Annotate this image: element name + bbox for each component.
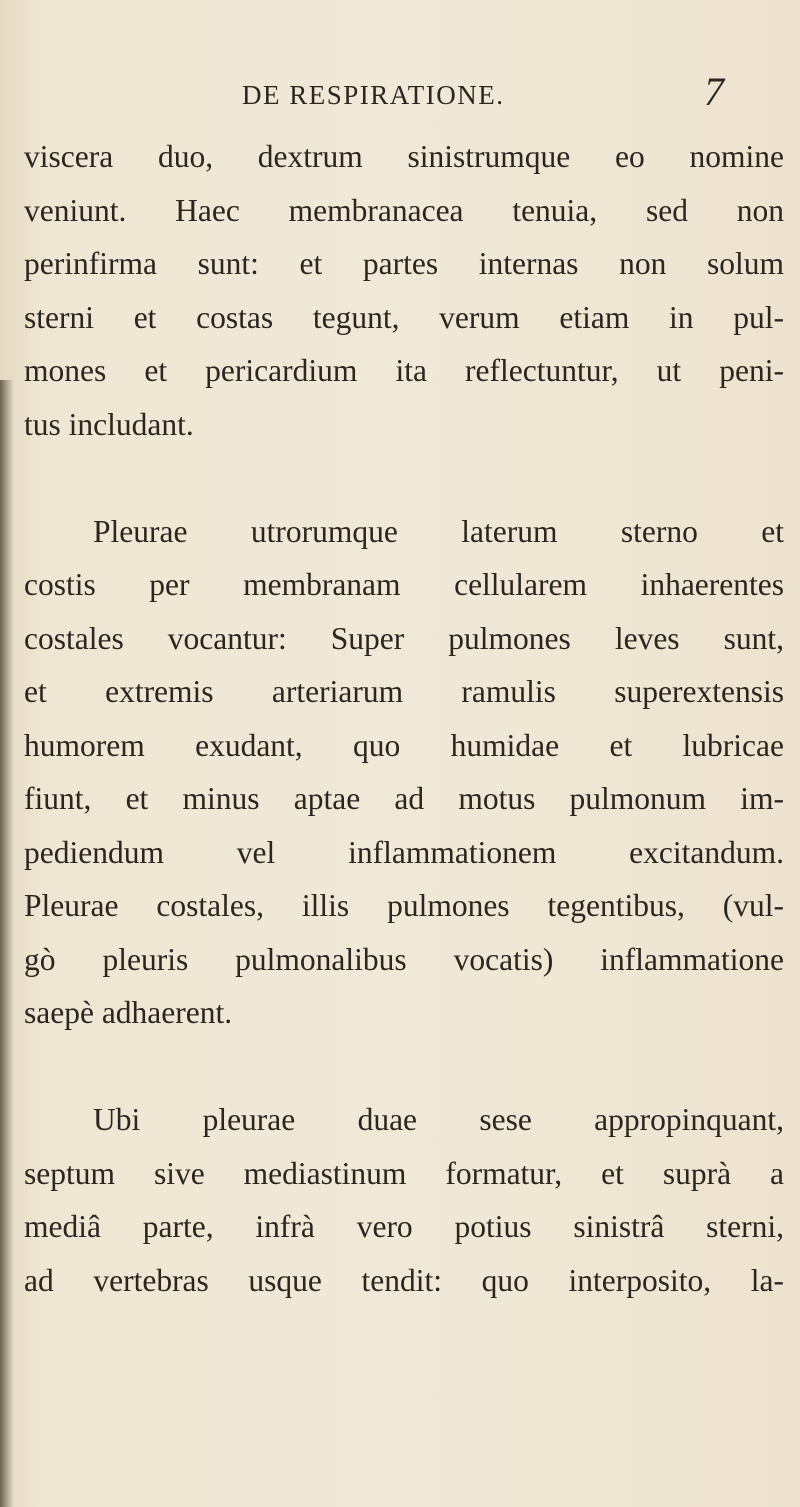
text-line: Ubi pleurae duae sese appropinquant, <box>93 1102 784 1137</box>
page-number: 7 <box>704 69 724 114</box>
text-line: mones et pericardium ita reflectuntur, ut peni- <box>24 353 784 388</box>
text-line: sterni et costas tegunt, verum etiam in pul- <box>24 299 784 335</box>
paragraph-spacer <box>24 451 784 505</box>
paragraph-3 <box>24 1093 784 1307</box>
text-line: gò pleuris pulmonalibus vocatis) inflammatione <box>24 941 784 977</box>
text-line: humorem exudant, quo humidae et lubricae <box>24 727 784 763</box>
text-line: mediâ parte, infrà vero potius sinistrâ sterni, <box>24 1209 784 1244</box>
text-line: Pleurae utrorumque laterum sterno et <box>93 513 784 549</box>
text-line: perinfirma sunt: et partes internas non solum <box>24 246 784 281</box>
body-text <box>24 130 784 1307</box>
text-line: viscera duo, dextrum sinistrumque eo nomine <box>24 139 784 174</box>
text-line: pediendum vel inflammationem excitandum. <box>24 834 784 870</box>
running-title: DE RESPIRATIONE. <box>242 80 505 110</box>
text-line: fiunt, et minus aptae ad motus pulmonum im- <box>24 781 784 816</box>
text-line: Pleurae costales, illis pulmones tegentibus, (vul- <box>24 888 784 923</box>
text-line: saepè adhaerent. <box>24 995 233 1030</box>
page-gutter-shadow <box>0 380 14 1507</box>
text-line: septum sive mediastinum formatur, et suprà a <box>24 1155 784 1191</box>
paragraph-spacer <box>24 1040 784 1094</box>
text-line: costales vocantur: Super pulmones leves sunt, <box>24 620 784 656</box>
paragraph-2 <box>24 505 784 1040</box>
paragraph-1 <box>24 130 784 451</box>
text-line: et extremis arteriarum ramulis superextensis <box>24 674 784 709</box>
text-line: tus includant. <box>24 406 194 442</box>
text-line: ad vertebras usque tendit: quo interposito, la- <box>24 1262 784 1298</box>
text-line: costis per membranam cellularem inhaerentes <box>24 567 784 602</box>
text-line: veniunt. Haec membranacea tenuia, sed non <box>24 192 784 228</box>
running-head <box>0 69 800 114</box>
